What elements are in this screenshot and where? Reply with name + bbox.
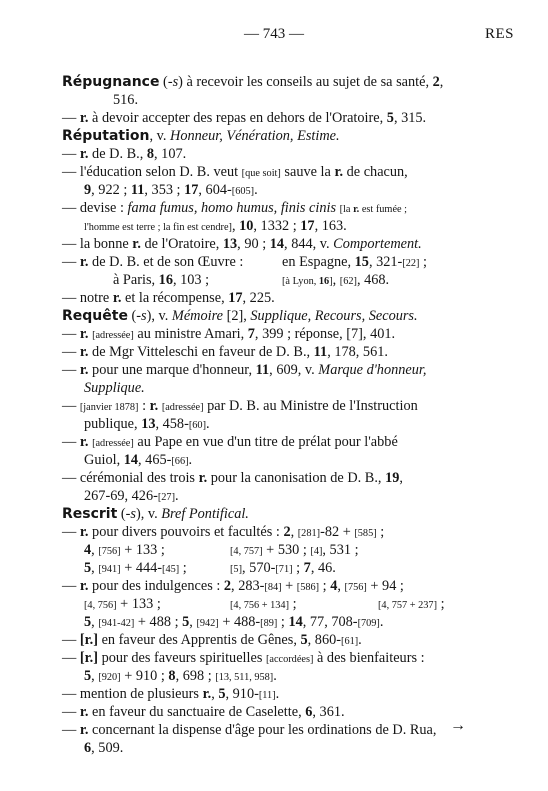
text-line: Guiol, 14, 465-[66]. (84, 452, 193, 468)
text-line: à Paris, 16, 103 ; (113, 272, 210, 288)
text-line: — la bonne r. de l'Oratoire, 13, 90 ; 14, 844, v. Comportement. (62, 236, 422, 252)
text-line: [4, 756] + 133 ; (84, 596, 161, 612)
text-line: — r. à devoir accepter des repas en dehors de l'Oratoire, 5, 315. (62, 110, 427, 126)
text-line: 5, [941-42] + 488 ; 5, [942] + 488-[89] ; 14, 77, 708-[709]. (84, 614, 384, 630)
text-line: — mention de plusieurs r., 5, 910-[11]. (62, 686, 280, 702)
text-line: — [r.] pour des faveurs spirituelles [accordées] à des bienfaiteurs : (62, 650, 425, 666)
text-line-column: [4, 757 + 237] ; (378, 596, 445, 612)
running-head: RES (484, 26, 514, 42)
text-line: — r. en faveur du sanctuaire de Caselette, 6, 361. (62, 704, 345, 720)
text-line-column: [4, 756 + 134] ; (230, 596, 297, 612)
text-line: — r. pour des indulgences : 2, 283-[84] + [586] ; 4, [756] + 94 ; (62, 578, 404, 594)
text-line: — r. pour une marque d'honneur, 11, 609, v. Marque d'honneur, (62, 362, 427, 378)
text-line: publique, 13, 458-[60]. (84, 416, 210, 432)
text-line: 5, [941] + 444-[45] ; (84, 560, 187, 576)
text-line: — l'éducation selon D. B. veut [que soit] sauve la r. de chacun, (62, 164, 408, 180)
text-line: l'homme est terre ; la fin est cendre], 10, 1332 ; 17, 163. (84, 218, 347, 234)
text-line: Requête (-s), v. Mémoire [2], Supplique, Recours, Secours. (62, 308, 418, 324)
text-line: — devise : fama fumus, homo humus, finis cinis [la r. est fumée ; (62, 200, 408, 216)
continue-arrow-icon: → (450, 717, 466, 734)
text-line: Supplique. (84, 380, 145, 396)
text-line: Répugnance (-s) à recevoir les conseils au sujet de sa santé, 2, (62, 74, 444, 90)
text-line: 4, [756] + 133 ; (84, 542, 165, 558)
text-line-column: [4, 757] + 530 ; [4], 531 ; (230, 542, 359, 558)
page-number: — 743 — (244, 26, 304, 42)
text-line: — [r.] en faveur des Apprentis de Gênes, 5, 860-[61]. (62, 632, 362, 648)
text-line: — r. [adressée] au Pape en vue d'un titre de prélat pour l'abbé (62, 434, 398, 450)
text-line: 5, [920] + 910 ; 8, 698 ; [13, 511, 958]. (84, 668, 277, 684)
text-line: — cérémonial des trois r. pour la canonisation de D. B., 19, (62, 470, 403, 486)
text-line: — notre r. et la récompense, 17, 225. (62, 290, 275, 306)
text-line: — r. de Mgr Vitteleschi en faveur de D. B., 11, 178, 561. (62, 344, 388, 360)
text-line: 267-69, 426-[27]. (84, 488, 179, 504)
text-line: — [janvier 1878] : r. [adressée] par D. B. au Ministre de l'Instruction (62, 398, 418, 414)
text-line: 6, 509. (84, 740, 124, 756)
text-line: Réputation, v. Honneur, Vénération, Estime. (62, 128, 340, 144)
text-line: Rescrit (-s), v. Bref Pontifical. (62, 506, 249, 522)
text-line: — r. de D. B., 8, 107. (62, 146, 187, 162)
text-line-column: en Espagne, 15, 321-[22] ; (282, 254, 428, 270)
text-line: — r. pour divers pouvoirs et facultés : 2, [281]-82 + [585] ; (62, 524, 385, 540)
text-line-column: [à Lyon, 16], [62], 468. (282, 272, 390, 288)
text-line: — r. [adressée] au ministre Amari, 7, 399 ; réponse, [7], 401. (62, 326, 396, 342)
text-line-column: [5], 570-[71] ; 7, 46. (230, 560, 336, 576)
text-line: 9, 922 ; 11, 353 ; 17, 604-[605]. (84, 182, 258, 198)
text-line: — r. concernant la dispense d'âge pour les ordinations de D. Rua, (62, 722, 437, 738)
text-line: 516. (113, 92, 139, 108)
text-line: — r. de D. B. et de son Œuvre : (62, 254, 244, 270)
